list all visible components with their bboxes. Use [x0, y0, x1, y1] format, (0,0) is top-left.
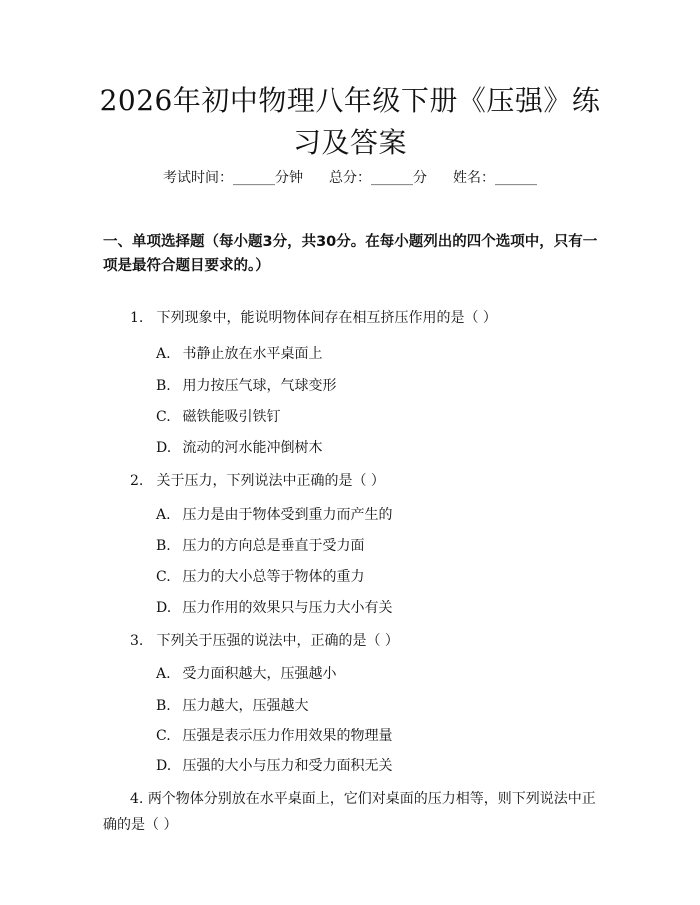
- question-1-option-a: [156, 344, 322, 364]
- question-stem: 关于压力，下列说法中正确的是（ ）: [156, 473, 385, 489]
- option-text: 压力作用的效果只与压力大小有关: [182, 600, 393, 616]
- question-number: 2.: [130, 473, 144, 489]
- option-text: 压强的大小与压力和受力面积无关: [182, 758, 393, 774]
- option-text: 压力是由于物体受到重力而产生的: [182, 507, 393, 523]
- option-letter: B.: [156, 378, 171, 394]
- option-letter: D.: [156, 758, 172, 774]
- question-3-option-a: [156, 664, 336, 684]
- section-heading: 一、单项选择题（每小题3分，共30分。在每小题列出的四个选项中，只有一项是最符合题目要求的。）: [103, 234, 598, 274]
- question-3-option-c: [156, 726, 392, 746]
- option-text: 压强是表示压力作用效果的物理量: [182, 728, 393, 744]
- question-stem: 下列现象中，能说明物体间存在相互挤压作用的是（ ）: [156, 310, 497, 326]
- option-letter: B.: [156, 538, 171, 554]
- option-text: 磁铁能吸引铁钉: [182, 409, 281, 425]
- option-letter: C.: [156, 728, 171, 744]
- total-score-label: 总分：______分: [329, 170, 427, 186]
- question-2: [130, 471, 385, 491]
- option-letter: C.: [156, 409, 171, 425]
- question-4: [103, 786, 603, 838]
- question-2-option-b: [156, 536, 364, 556]
- option-letter: D.: [156, 600, 172, 616]
- option-letter: C.: [156, 569, 171, 585]
- question-3: [130, 631, 399, 651]
- question-3-option-b: [156, 696, 308, 716]
- option-text: 压力的大小总等于物体的重力: [182, 569, 365, 585]
- option-text: 压力越大，压强越大: [182, 698, 309, 714]
- option-text: 压力的方向总是垂直于受力面: [182, 538, 365, 554]
- option-letter: A.: [156, 666, 171, 682]
- question-2-option-c: [156, 567, 364, 587]
- question-2-option-a: [156, 505, 392, 525]
- exam-meta: [0, 168, 700, 188]
- question-1-option-c: [156, 407, 280, 427]
- page-title: 2026年初中物理八年级下册《压强》练习及答案: [99, 84, 601, 159]
- question-number: 1.: [130, 310, 144, 326]
- question-number: 4.: [130, 791, 144, 807]
- question-stem: 两个物体分别放在水平桌面上，它们对桌面的压力相等，则下列说法中正确的是（ ）: [103, 791, 596, 833]
- question-number: 3.: [130, 633, 144, 649]
- option-letter: B.: [156, 698, 171, 714]
- option-letter: A.: [156, 507, 171, 523]
- question-1-option-d: [156, 438, 322, 458]
- student-name-label: 姓名：______: [453, 170, 537, 186]
- option-letter: A.: [156, 346, 171, 362]
- question-1-option-b: [156, 376, 336, 396]
- question-stem: 下列关于压强的说法中，正确的是（ ）: [156, 633, 399, 649]
- option-text: 书静止放在水平桌面上: [182, 346, 323, 362]
- option-text: 用力按压气球，气球变形: [182, 378, 337, 394]
- question-1: [130, 308, 497, 328]
- option-text: 受力面积越大，压强越小: [182, 666, 337, 682]
- question-2-option-d: [156, 598, 392, 618]
- question-3-option-d: [156, 756, 392, 776]
- option-text: 流动的河水能冲倒树木: [182, 440, 323, 456]
- option-letter: D.: [156, 440, 172, 456]
- exam-time-label: 考试时间：______分钟: [163, 170, 303, 186]
